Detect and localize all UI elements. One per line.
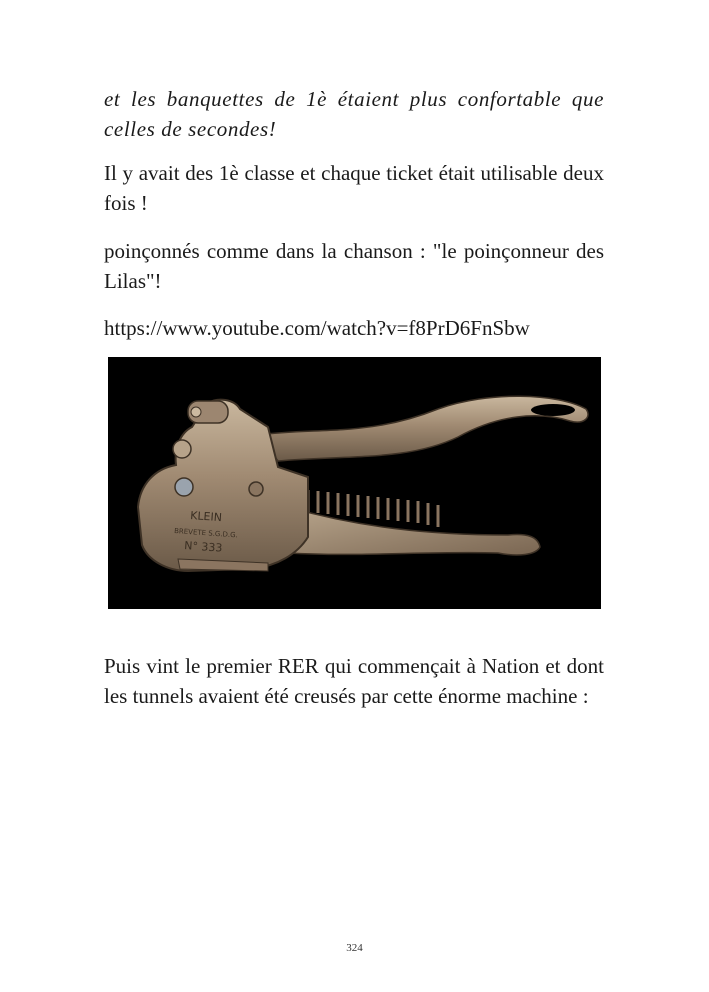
paragraph-first-class-seats: et les banquettes de 1è étaient plus confortable que celles de secondes! (104, 87, 604, 141)
paragraph-ticket-usage: Il y avait des 1è classe et chaque ticket était utilisable deux fois ! (104, 161, 604, 215)
engraving-line-2: BREVETE S.G.D.G. (173, 527, 239, 540)
paragraph-rer-nation: Puis vint le premier RER qui commençait à Nation et dont les tunnels avaient été creusés par cette énorme machine : (104, 654, 604, 708)
paragraph-song-reference: poinçonnés comme dans la chanson : "le poinçonneur des Lilas"! (104, 239, 604, 293)
engraving-line-1: KLEIN (189, 509, 223, 525)
youtube-link-text: https://www.youtube.com/watch?v=f8PrD6FnSbw (104, 316, 530, 340)
engraving-line-3: N° 333 (183, 539, 223, 555)
page-number: 324 (346, 942, 363, 954)
ticket-punch-photo (108, 357, 601, 609)
